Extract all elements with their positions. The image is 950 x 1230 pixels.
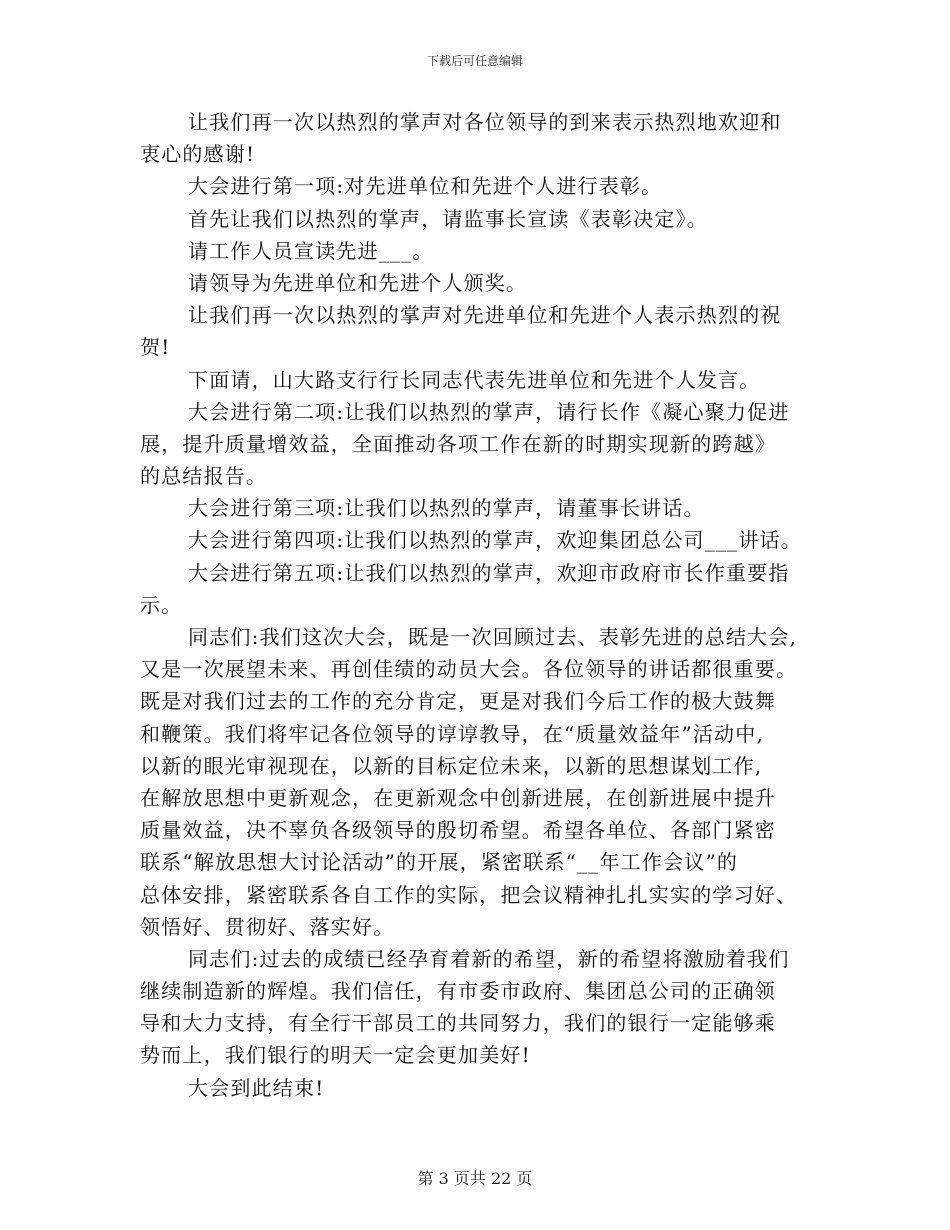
text-line: 大会进行第二项:让我们以热烈的掌声，请行长作《凝心聚力促进 [188,399,790,424]
text-line: 领悟好、贯彻好、落实好。 [140,914,395,939]
text-line: 以新的眼光审视现在，以新的目标定位未来，以新的思想谋划工作, [140,753,763,778]
text-line: 同志们:过去的成绩已经孕育着新的希望，新的希望将激励着我们 [188,946,790,971]
text-line: 展，提升质量增效益，全面推动各项工作在新的时期实现新的跨越》 [140,431,776,456]
page-footer: 第 3 页共 22 页 [417,1169,533,1188]
text-line: 又是一次展望未来、再创佳绩的动员大会。各位领导的讲话都很重要。 [140,657,798,682]
page-header: 下载后可任意编辑 [426,54,523,68]
text-line: 大会到此结束! [188,1075,325,1100]
text-line: 继续制造新的辉煌。我们信任，有市委市政府、集团总公司的正确领 [140,979,776,1004]
text-line: 导和大力支持，有全行干部员工的共同努力，我们的银行一定能够乘 [140,1011,776,1036]
text-line: 大会进行第四项:让我们以热烈的掌声，欢迎集团总公司___讲话。 [188,528,802,553]
text-line: 贺! [140,335,171,360]
text-line: 势而上，我们银行的明天一定会更加美好! [140,1043,531,1068]
text-line: 示。 [140,592,183,617]
text-line: 联系“解放思想大讨论活动”的开展，紧密联系“__年工作会议”的 [140,850,739,875]
text-line: 在解放思想中更新观念，在更新观念中创新进展，在创新进展中提升 [140,785,776,810]
text-line: 让我们再一次以热烈的掌声对各位领导的到来表示热烈地欢迎和 [188,110,782,134]
text-line: 既是对我们过去的工作的充分肯定，更是对我们今后工作的极大鼓舞 [140,689,776,714]
text-line: 的总结报告。 [140,464,268,489]
text-line: 下面请，山大路支行行长同志代表先进单位和先进个人发言。 [188,367,761,392]
text-line: 大会进行第五项:让我们以热烈的掌声，欢迎市政府市长作重要指 [188,560,790,585]
text-line: 总体安排，紧密联系各自工作的实际，把会议精神扎扎实实的学习好、 [140,882,798,907]
document-body [140,106,840,1104]
text-line: 大会进行第一项:对先进单位和先进个人进行表彰。 [188,174,663,199]
text-line: 请工作人员宣读先进___。 [188,238,434,263]
text-line: 同志们:我们这次大会，既是一次回顾过去、表彰先进的总结大会, [188,625,798,649]
text-line: 请领导为先进单位和先进个人颁奖。 [188,270,528,295]
text-line: 衷心的感谢! [140,142,256,167]
text-line: 大会进行第三项:让我们以热烈的掌声，请董事长讲话。 [188,496,705,521]
text-line: 和鞭策。我们将牢记各位领导的谆谆教导，在“质量效益年”活动中, [140,721,765,746]
text-line: 首先让我们以热烈的掌声，请监事长宣读《表彰决定》。 [188,206,708,231]
text-line: 质量效益，决不辜负各级领导的殷切希望。希望各单位、各部门紧密 [140,818,776,843]
text-line: 让我们再一次以热烈的掌声对先进单位和先进个人表示热烈的祝 [188,303,782,328]
